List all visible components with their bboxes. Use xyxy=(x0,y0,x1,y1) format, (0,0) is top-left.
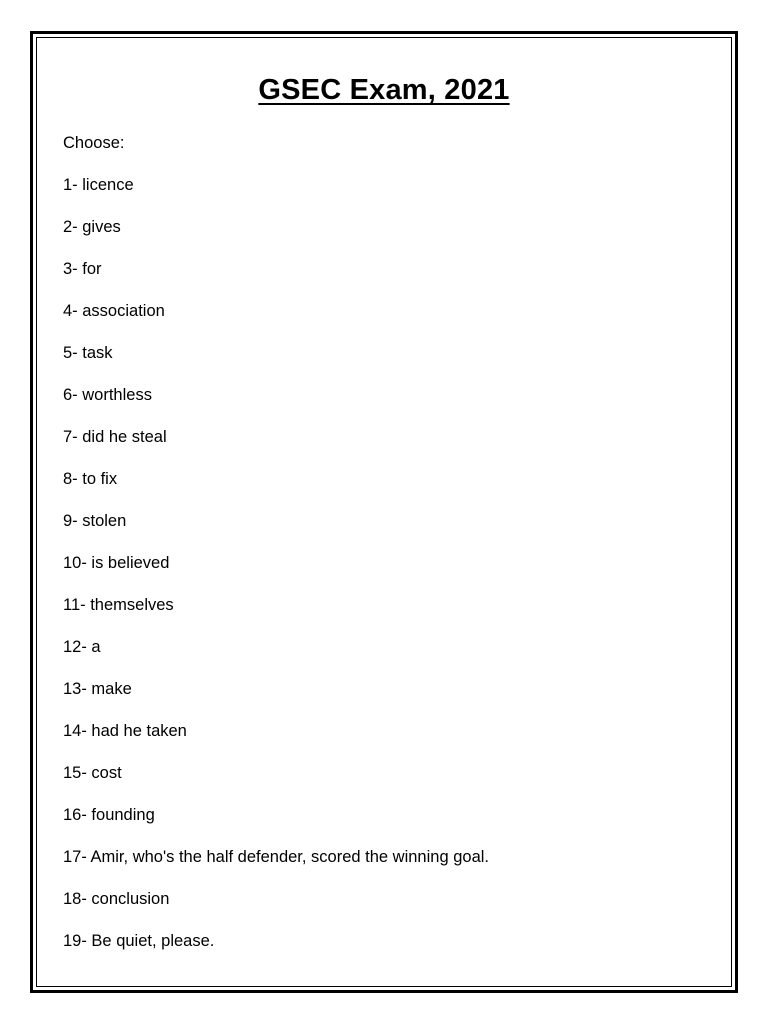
answer-item: 9- stolen xyxy=(63,512,127,530)
answer-list xyxy=(63,133,715,973)
document-title: GSEC Exam, 2021 xyxy=(258,74,510,106)
answer-item: 6- worthless xyxy=(63,386,152,404)
answer-item: 13- make xyxy=(63,680,132,698)
answer-item: 5- task xyxy=(63,344,113,362)
answer-item: 4- association xyxy=(63,302,165,320)
answer-item: 8- to fix xyxy=(63,470,118,488)
answer-item: 12- a xyxy=(63,638,101,656)
answer-item: 19- Be quiet, please. xyxy=(63,932,215,950)
answer-item: 7- did he steal xyxy=(63,428,167,446)
answer-item: 18- conclusion xyxy=(63,890,170,908)
answer-item: 15- cost xyxy=(63,764,122,782)
answer-item: 16- founding xyxy=(63,806,155,824)
answer-item: 3- for xyxy=(63,260,102,278)
answer-item: 10- is believed xyxy=(63,554,170,572)
answer-item: 14- had he taken xyxy=(63,722,187,740)
intro-text: Choose: xyxy=(63,134,125,152)
answer-item: 1- licence xyxy=(63,176,134,194)
answer-item: 17- Amir, who's the half defender, scored the winning goal. xyxy=(63,848,489,866)
answer-item: 11- themselves xyxy=(63,596,174,614)
answer-item: 2- gives xyxy=(63,218,121,236)
page-border xyxy=(30,31,738,993)
